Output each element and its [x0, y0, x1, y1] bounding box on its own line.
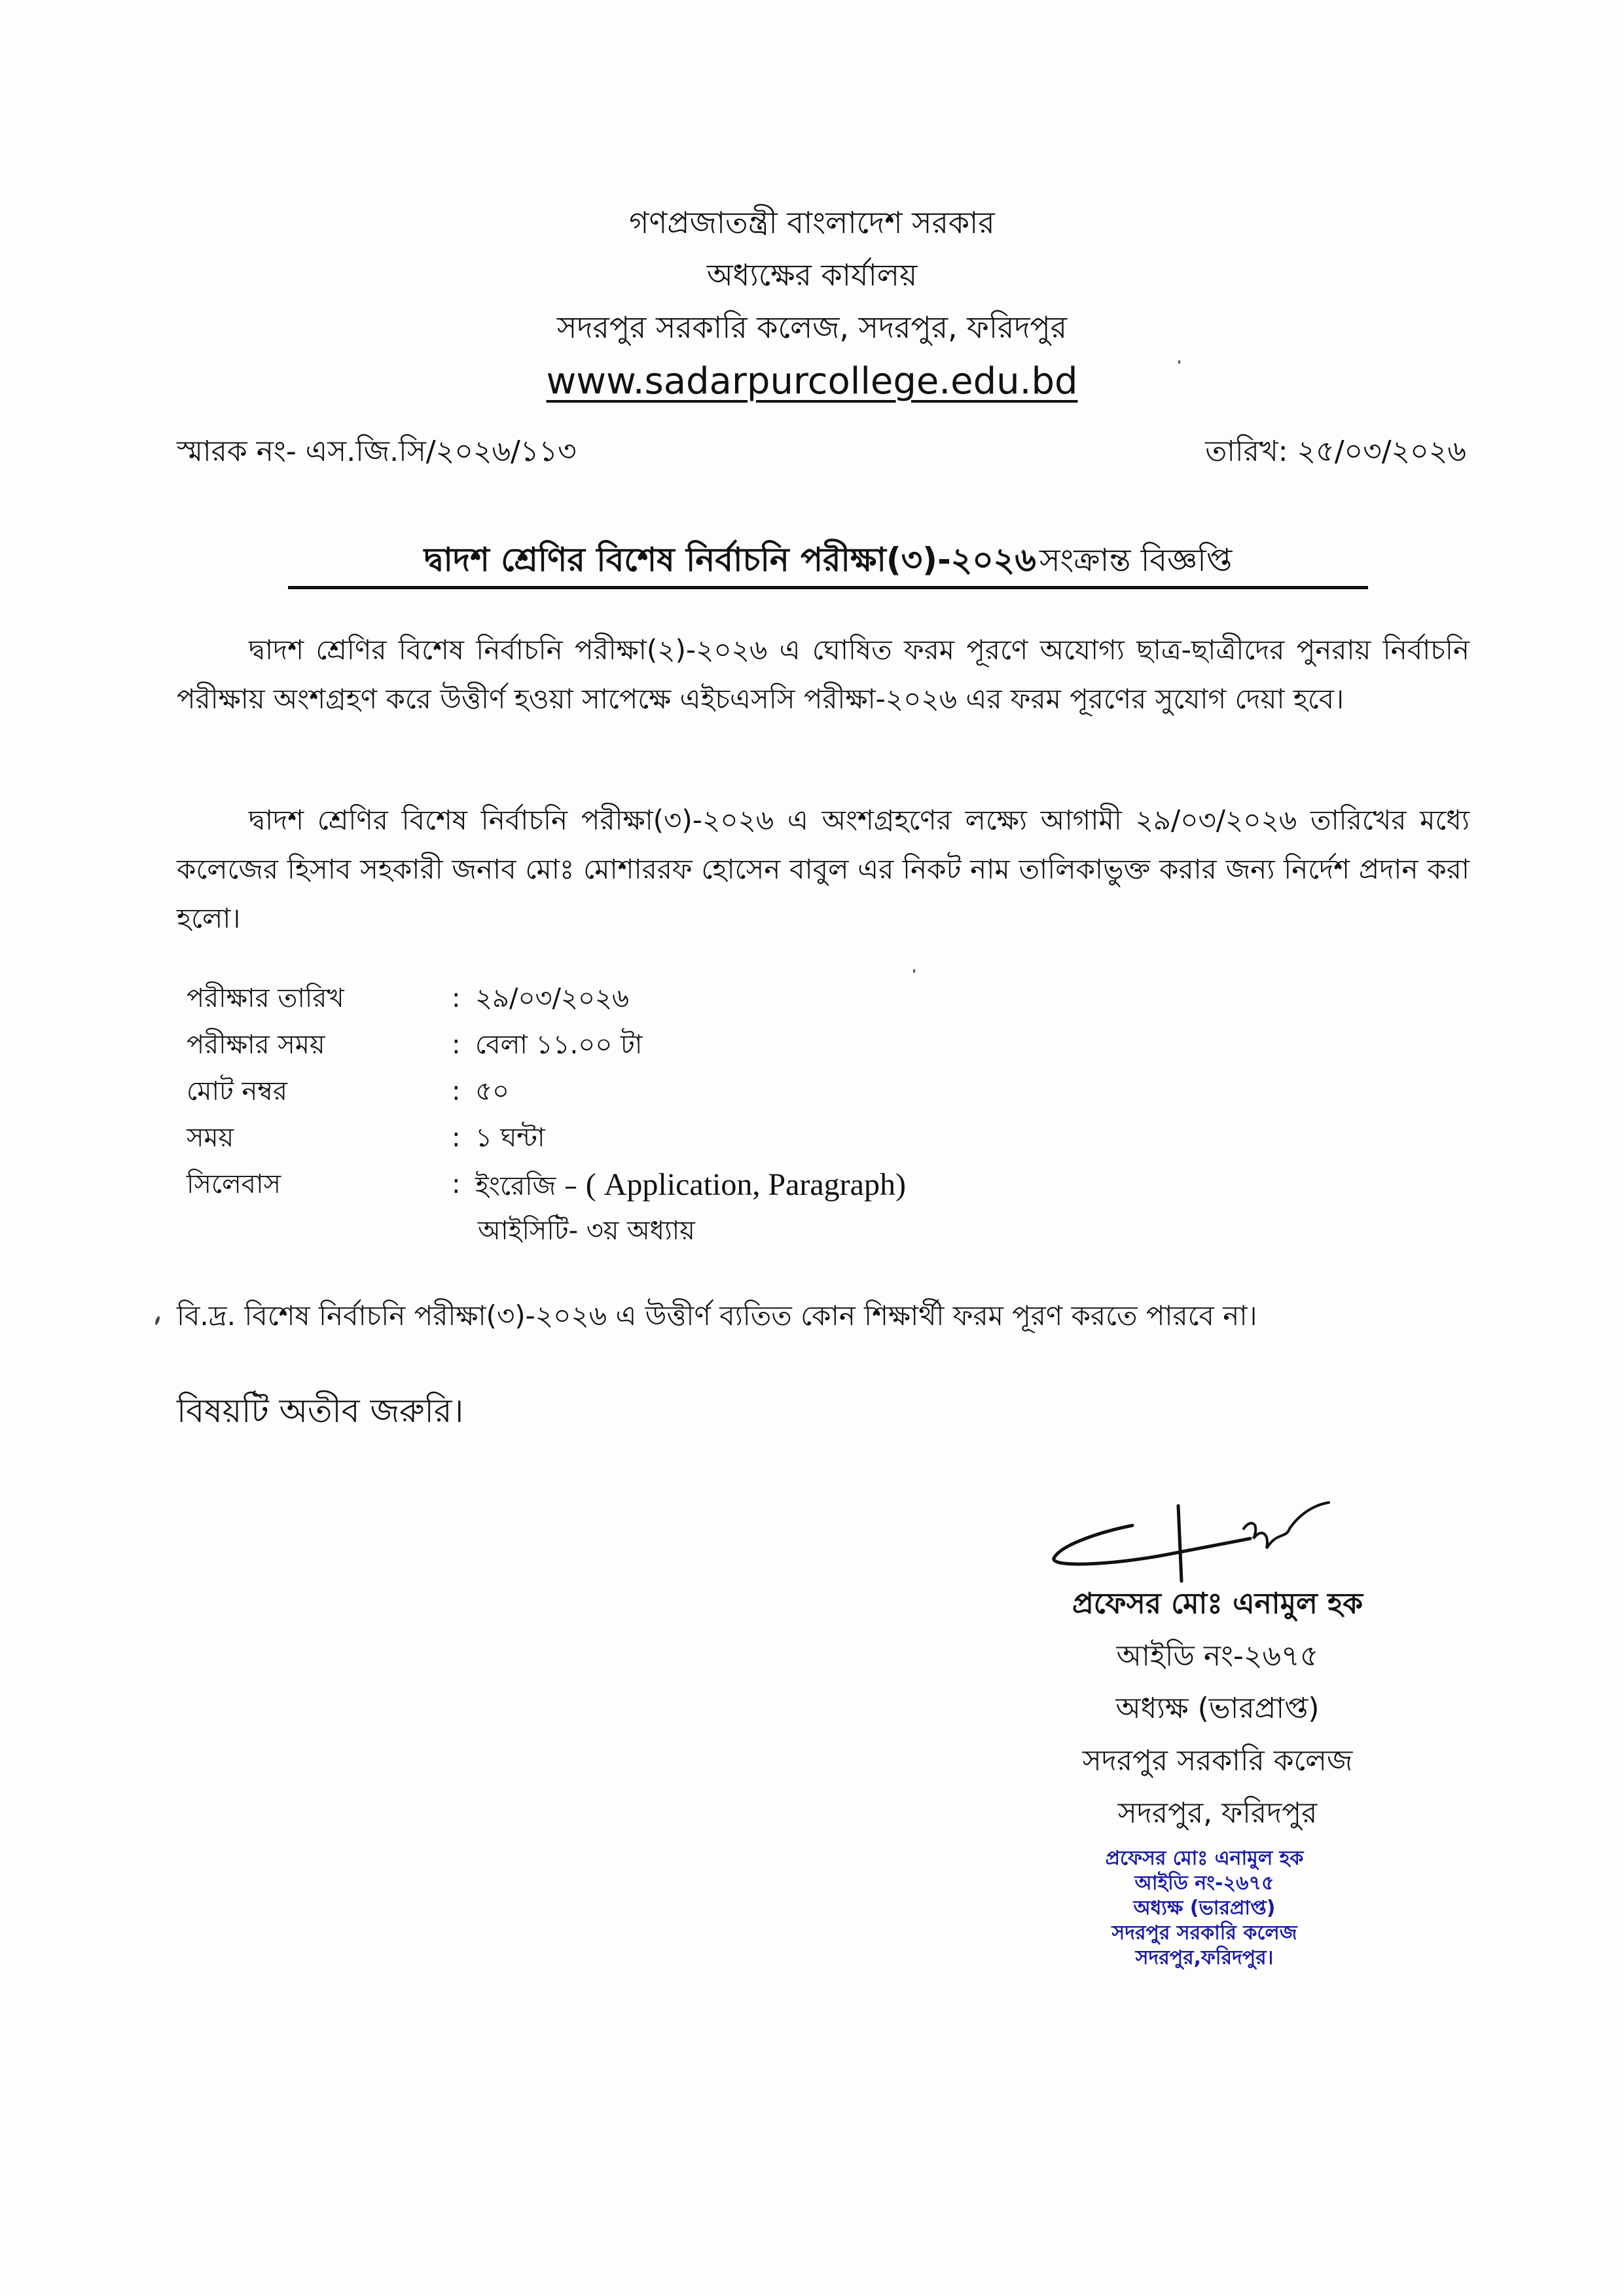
seal-line: অধ্যক্ষ (ভারপ্রাপ্ত) [1133, 1897, 1276, 1920]
detail-value: ২৯/০৩/২০২৬ [475, 983, 629, 1013]
exam-details [187, 975, 1103, 1254]
signatory-location: সদরপুর, ফরিদপুর [1117, 1796, 1318, 1830]
blue-seal-stamp [1021, 1846, 1388, 1971]
notice-title [288, 534, 1368, 589]
detail-value: বেলা ১১.০০ টা [475, 1030, 643, 1060]
syllabus-english-topics: ( Application, Paragraph) [585, 1167, 906, 1202]
seal-line: সদরপুর,ফরিদপুর। [1135, 1946, 1274, 1969]
detail-row-exam-time [187, 1022, 1103, 1068]
signatory-block [982, 1578, 1453, 1840]
detail-colon: : [452, 1030, 461, 1060]
urgent-remark: বিষয়টি অতীব জরুরি। [177, 1392, 464, 1430]
seal-line: প্রফেসর মোঃ এনামুল হক [1105, 1847, 1304, 1870]
office-name: অধ্যক্ষের কার্যালয় [706, 257, 918, 293]
signatory-id: আইডি নং-২৬৭৫ [1116, 1639, 1319, 1673]
detail-value [475, 1161, 906, 1208]
letterhead [0, 196, 1624, 410]
title-normal-part: সংক্রান্ত বিজ্ঞপ্তি [1039, 542, 1233, 579]
syllabus-ict: আইসিটি- ৩য় অধ্যায় [478, 1216, 695, 1246]
detail-row-syllabus [187, 1161, 1103, 1208]
handwritten-signature [1034, 1493, 1375, 1584]
scan-speck [1178, 360, 1180, 364]
detail-label: পরীক্ষার সময় [187, 1030, 325, 1060]
detail-label: পরীক্ষার তারিখ [187, 983, 344, 1013]
signatory-name: প্রফেসর মোঃ এনামুল হক [1072, 1587, 1363, 1620]
scan-speck [154, 1316, 160, 1326]
memo-date: তারিখ: ২৫/০৩/২০২৬ [1205, 435, 1466, 468]
website-link[interactable]: www.sadarpurcollege.edu.bd [546, 360, 1078, 403]
detail-colon: : [452, 1123, 461, 1153]
detail-colon: : [452, 983, 461, 1013]
seal-line: সদরপুর সরকারি কলেজ [1111, 1922, 1297, 1944]
detail-label: মোট নম্বর [187, 1076, 287, 1106]
memo-row [177, 426, 1466, 478]
signatory-designation: অধ্যক্ষ (ভারপ্রাপ্ত) [1115, 1692, 1320, 1725]
note: বি.দ্র. বিশেষ নির্বাচনি পরীক্ষা(৩)-২০২৬ এ উত্তীর্ণ ব্যতিত কোন শিক্ষার্থী ফরম পূরণ করতে পারবে না। [177, 1300, 1257, 1332]
seal-line: আইডি নং-২৬৭৫ [1134, 1872, 1274, 1895]
paragraph-1: দ্বাদশ শ্রেণির বিশেষ নির্বাচনি পরীক্ষা(২)-২০২৬ এ ঘোষিত ফরম পূরণে অযোগ্য ছাত্র-ছাত্রীদের পুনরায় নির্বাচনি পরীক্ষায় অংশগ্রহণ করে উত্তীর্ণ হওয়া সাপেক্ষে এইচএসসি পরীক্ষা-২০২৬ এর ফরম পূরণের সুযোগ দেয়া হবে। [177, 634, 1470, 715]
detail-row-total-marks [187, 1068, 1103, 1115]
detail-value: ১ ঘন্টা [475, 1123, 545, 1153]
detail-colon: : [452, 1169, 461, 1199]
detail-value: ৫০ [475, 1076, 509, 1106]
detail-row-duration [187, 1115, 1103, 1161]
government-name: গণপ্রজাতন্ত্রী বাংলাদেশ সরকার [629, 205, 995, 240]
scan-speck [913, 969, 915, 973]
detail-label: সময় [187, 1123, 234, 1153]
memo-number: স্মারক নং- এস.জি.সি/২০২৬/১১৩ [177, 435, 577, 468]
detail-colon: : [452, 1076, 461, 1106]
detail-row-exam-date [187, 975, 1103, 1022]
signatory-institution: সদরপুর সরকারি কলেজ [1082, 1744, 1353, 1777]
syllabus-english-bn: ইংরেজি – [475, 1171, 578, 1201]
detail-label: সিলেবাস [187, 1169, 281, 1199]
college-address: সদরপুর সরকারি কলেজ, সদরপুর, ফরিদপুর [556, 310, 1068, 345]
title-bold-part: দ্বাদশ শ্রেণির বিশেষ নির্বাচনি পরীক্ষা(৩)-২০২৬ [424, 541, 1036, 579]
paragraph-2: দ্বাদশ শ্রেণির বিশেষ নির্বাচনি পরীক্ষা(৩)-২০২৬ এ অংশগ্রহণের লক্ষ্যে আগামী ২৯/০৩/২০২৬ তারিখের মধ্যে কলেজের হিসাব সহকারী জনাব মোঃ মোশাররফ হোসেন বাবুল এর নিকট নাম তালিকাভুক্ত করার জন্য নির্দেশ প্রদান করা হলো। [177, 804, 1470, 934]
